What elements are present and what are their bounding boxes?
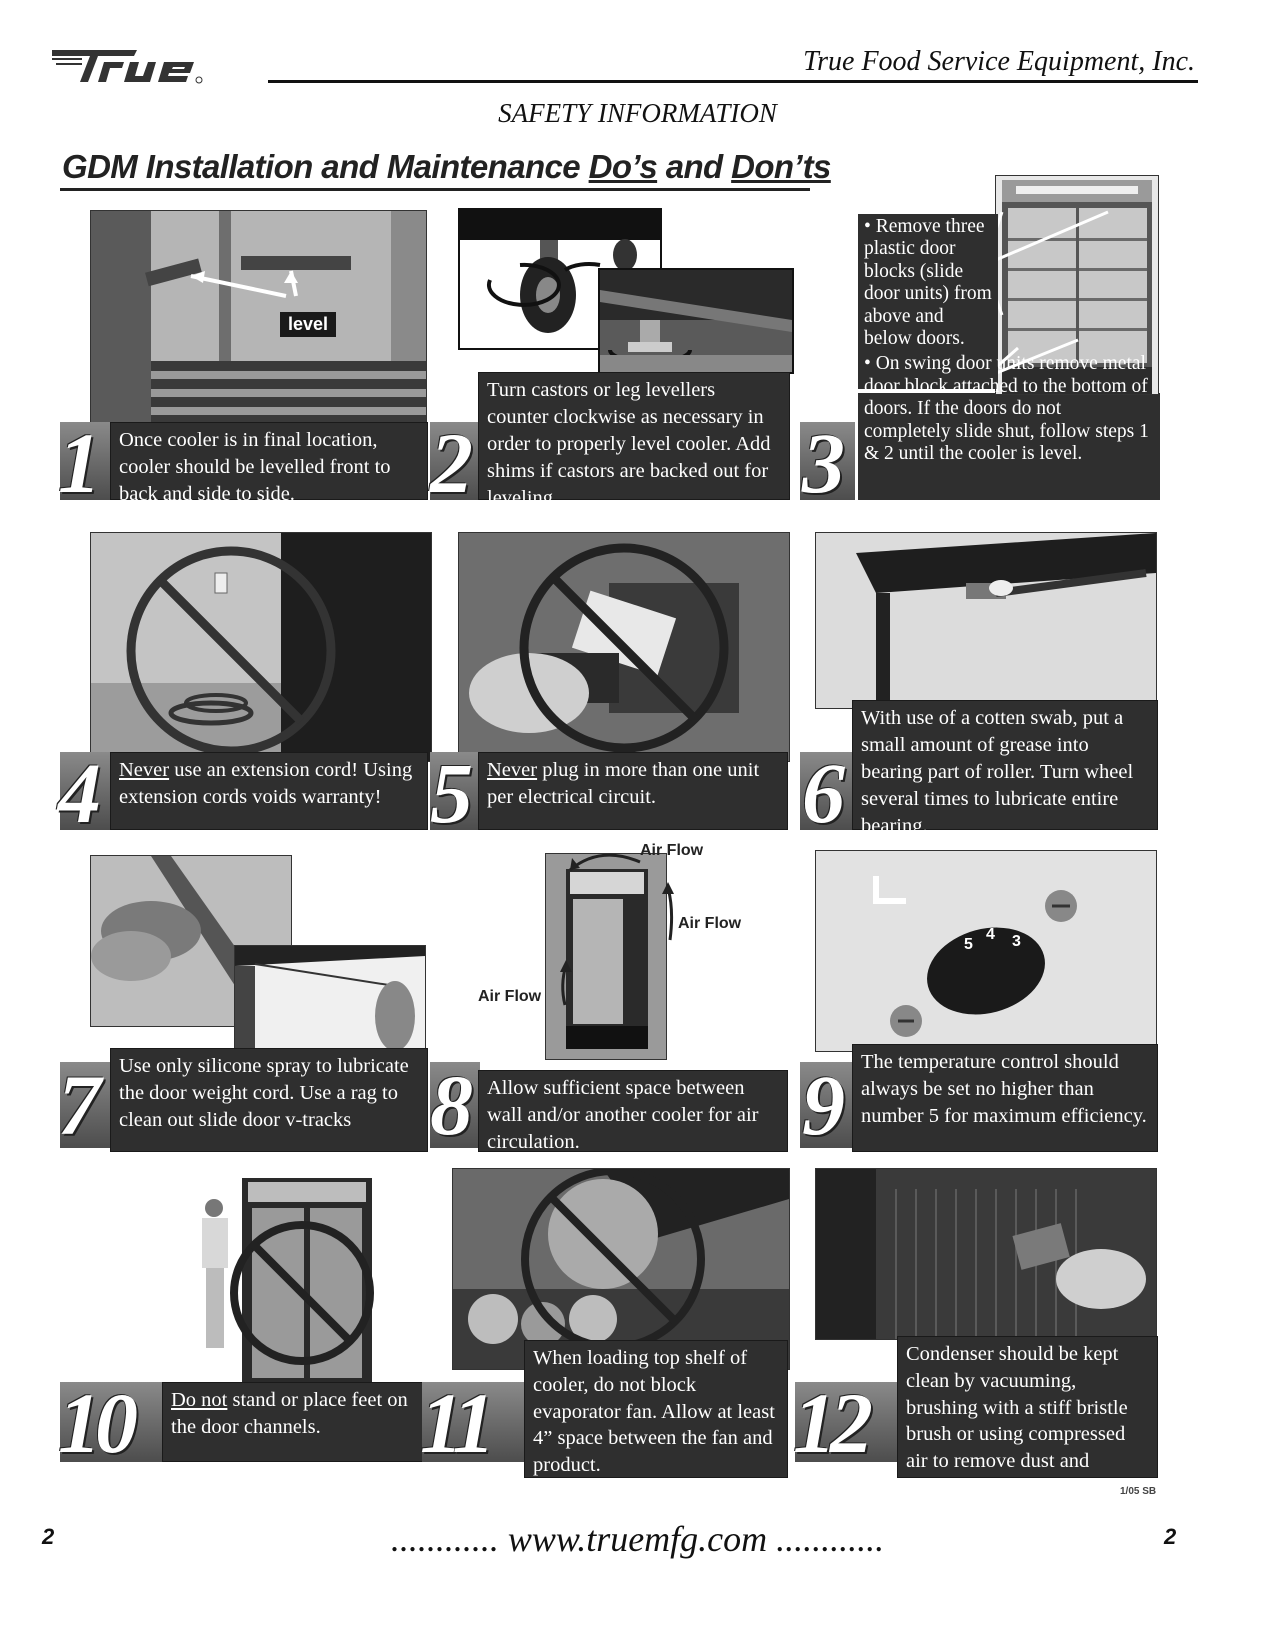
step-8-number: 8	[430, 1057, 473, 1153]
step-5-emphasis: Never	[487, 759, 538, 781]
step-3-caption-2: • On swing door units remove metal door block attached to the bottom of doors. If the doors do not completely slide shut, follow steps 1 & 2 until the cooler is level.	[864, 353, 1149, 465]
step-7-number: 7	[58, 1057, 101, 1153]
step-12-number: 12	[793, 1375, 867, 1471]
photo-person-on-door	[192, 1178, 392, 1400]
airflow-arrows	[550, 840, 690, 1040]
page-number-left: 2	[42, 1524, 55, 1549]
step-1-number: 1	[58, 415, 101, 511]
photo-cooler-level	[90, 210, 427, 434]
photo-roller-grease	[815, 532, 1157, 709]
section-heading: SAFETY INFORMATION	[498, 98, 777, 128]
svg-text:4: 4	[986, 926, 995, 943]
step-11-number: 11	[420, 1375, 490, 1471]
photo-leg-leveller	[598, 268, 794, 374]
step-12-caption: Condenser should be kept clean by vacuuming, brushing with a stiff bristle brush or using compressed air to remove dust and debris.	[897, 1336, 1158, 1478]
step-5-number: 5	[430, 745, 473, 841]
step-5-text: plug in more than one unit per electrical circuit.	[487, 759, 760, 808]
step-9-number: 9	[802, 1057, 845, 1153]
airflow-label-right: Air Flow	[678, 915, 742, 932]
svg-text:3: 3	[1012, 933, 1021, 950]
step-8-caption: Allow sufficient space between wall and/or another cooler for air circulation.	[478, 1070, 788, 1152]
footer-url[interactable]: ............ www.truemfg.com ............	[390, 1519, 885, 1559]
photo-plug	[458, 532, 790, 762]
step-9-caption: The temperature control should always be set no higher than number 5 for maximum efficiency.	[852, 1044, 1158, 1152]
step-10-number: 10	[58, 1375, 132, 1471]
step-4-caption	[110, 752, 428, 830]
step-10-emphasis: Do not	[171, 1389, 228, 1411]
step-5-caption	[478, 752, 788, 830]
step-2-caption: Turn castors or leg levellers counter clockwise as necessary in order to properly level cooler. Add shims if castors are backed out for leveling.	[478, 372, 790, 500]
photo-temperature-dial	[815, 850, 1157, 1052]
company-name: True Food Service Equipment, Inc.	[803, 46, 1195, 77]
step-6-caption: With use of a cotten swab, put a small amount of grease into bearing part of roller. Turn wheel several times to lubricate entire bearing.	[852, 700, 1158, 830]
step-3-number: 3	[802, 415, 845, 511]
photo-condenser-brush	[815, 1168, 1157, 1340]
step-4-number: 4	[58, 745, 101, 841]
title-rule	[60, 188, 810, 191]
step-4-text: use an extension cord! Using extension cords voids warranty!	[119, 759, 413, 808]
svg-text:5: 5	[964, 936, 973, 953]
level-label: level	[280, 312, 336, 337]
step-10-caption	[162, 1382, 428, 1462]
page-title: GDM Installation and Maintenance Do’s and Don’ts	[62, 148, 831, 185]
airflow-label-left: Air Flow	[478, 988, 542, 1005]
step-4-emphasis: Never	[119, 759, 170, 781]
step-3-bullet-1: • Remove three plastic door blocks (slide door units) from above and below doors.	[864, 216, 992, 350]
step-10-text: stand or place feet on the door channels.	[171, 1389, 408, 1438]
photo-silicone-spray	[234, 945, 426, 1057]
step-7-caption: Use only silicone spray to lubricate the door weight cord. Use a rag to clean out slide door v-tracks	[110, 1048, 428, 1152]
version-code: 1/05 SB	[1120, 1486, 1157, 1497]
step-2-number: 2	[430, 415, 473, 511]
step-1-caption: Once cooler is in final location, cooler should be levelled front to back and side to side.	[110, 422, 428, 500]
header-rule	[268, 80, 1198, 83]
page-number-right: 2	[1164, 1524, 1177, 1549]
photo-extension-cord	[90, 532, 432, 762]
airflow-label-top: Air Flow	[640, 842, 704, 859]
true-logo	[42, 38, 252, 88]
step-6-number: 6	[802, 745, 845, 841]
step-11-caption: When loading top shelf of cooler, do not block evaporator fan. Allow at least 4” space between the fan and product.	[524, 1340, 788, 1478]
